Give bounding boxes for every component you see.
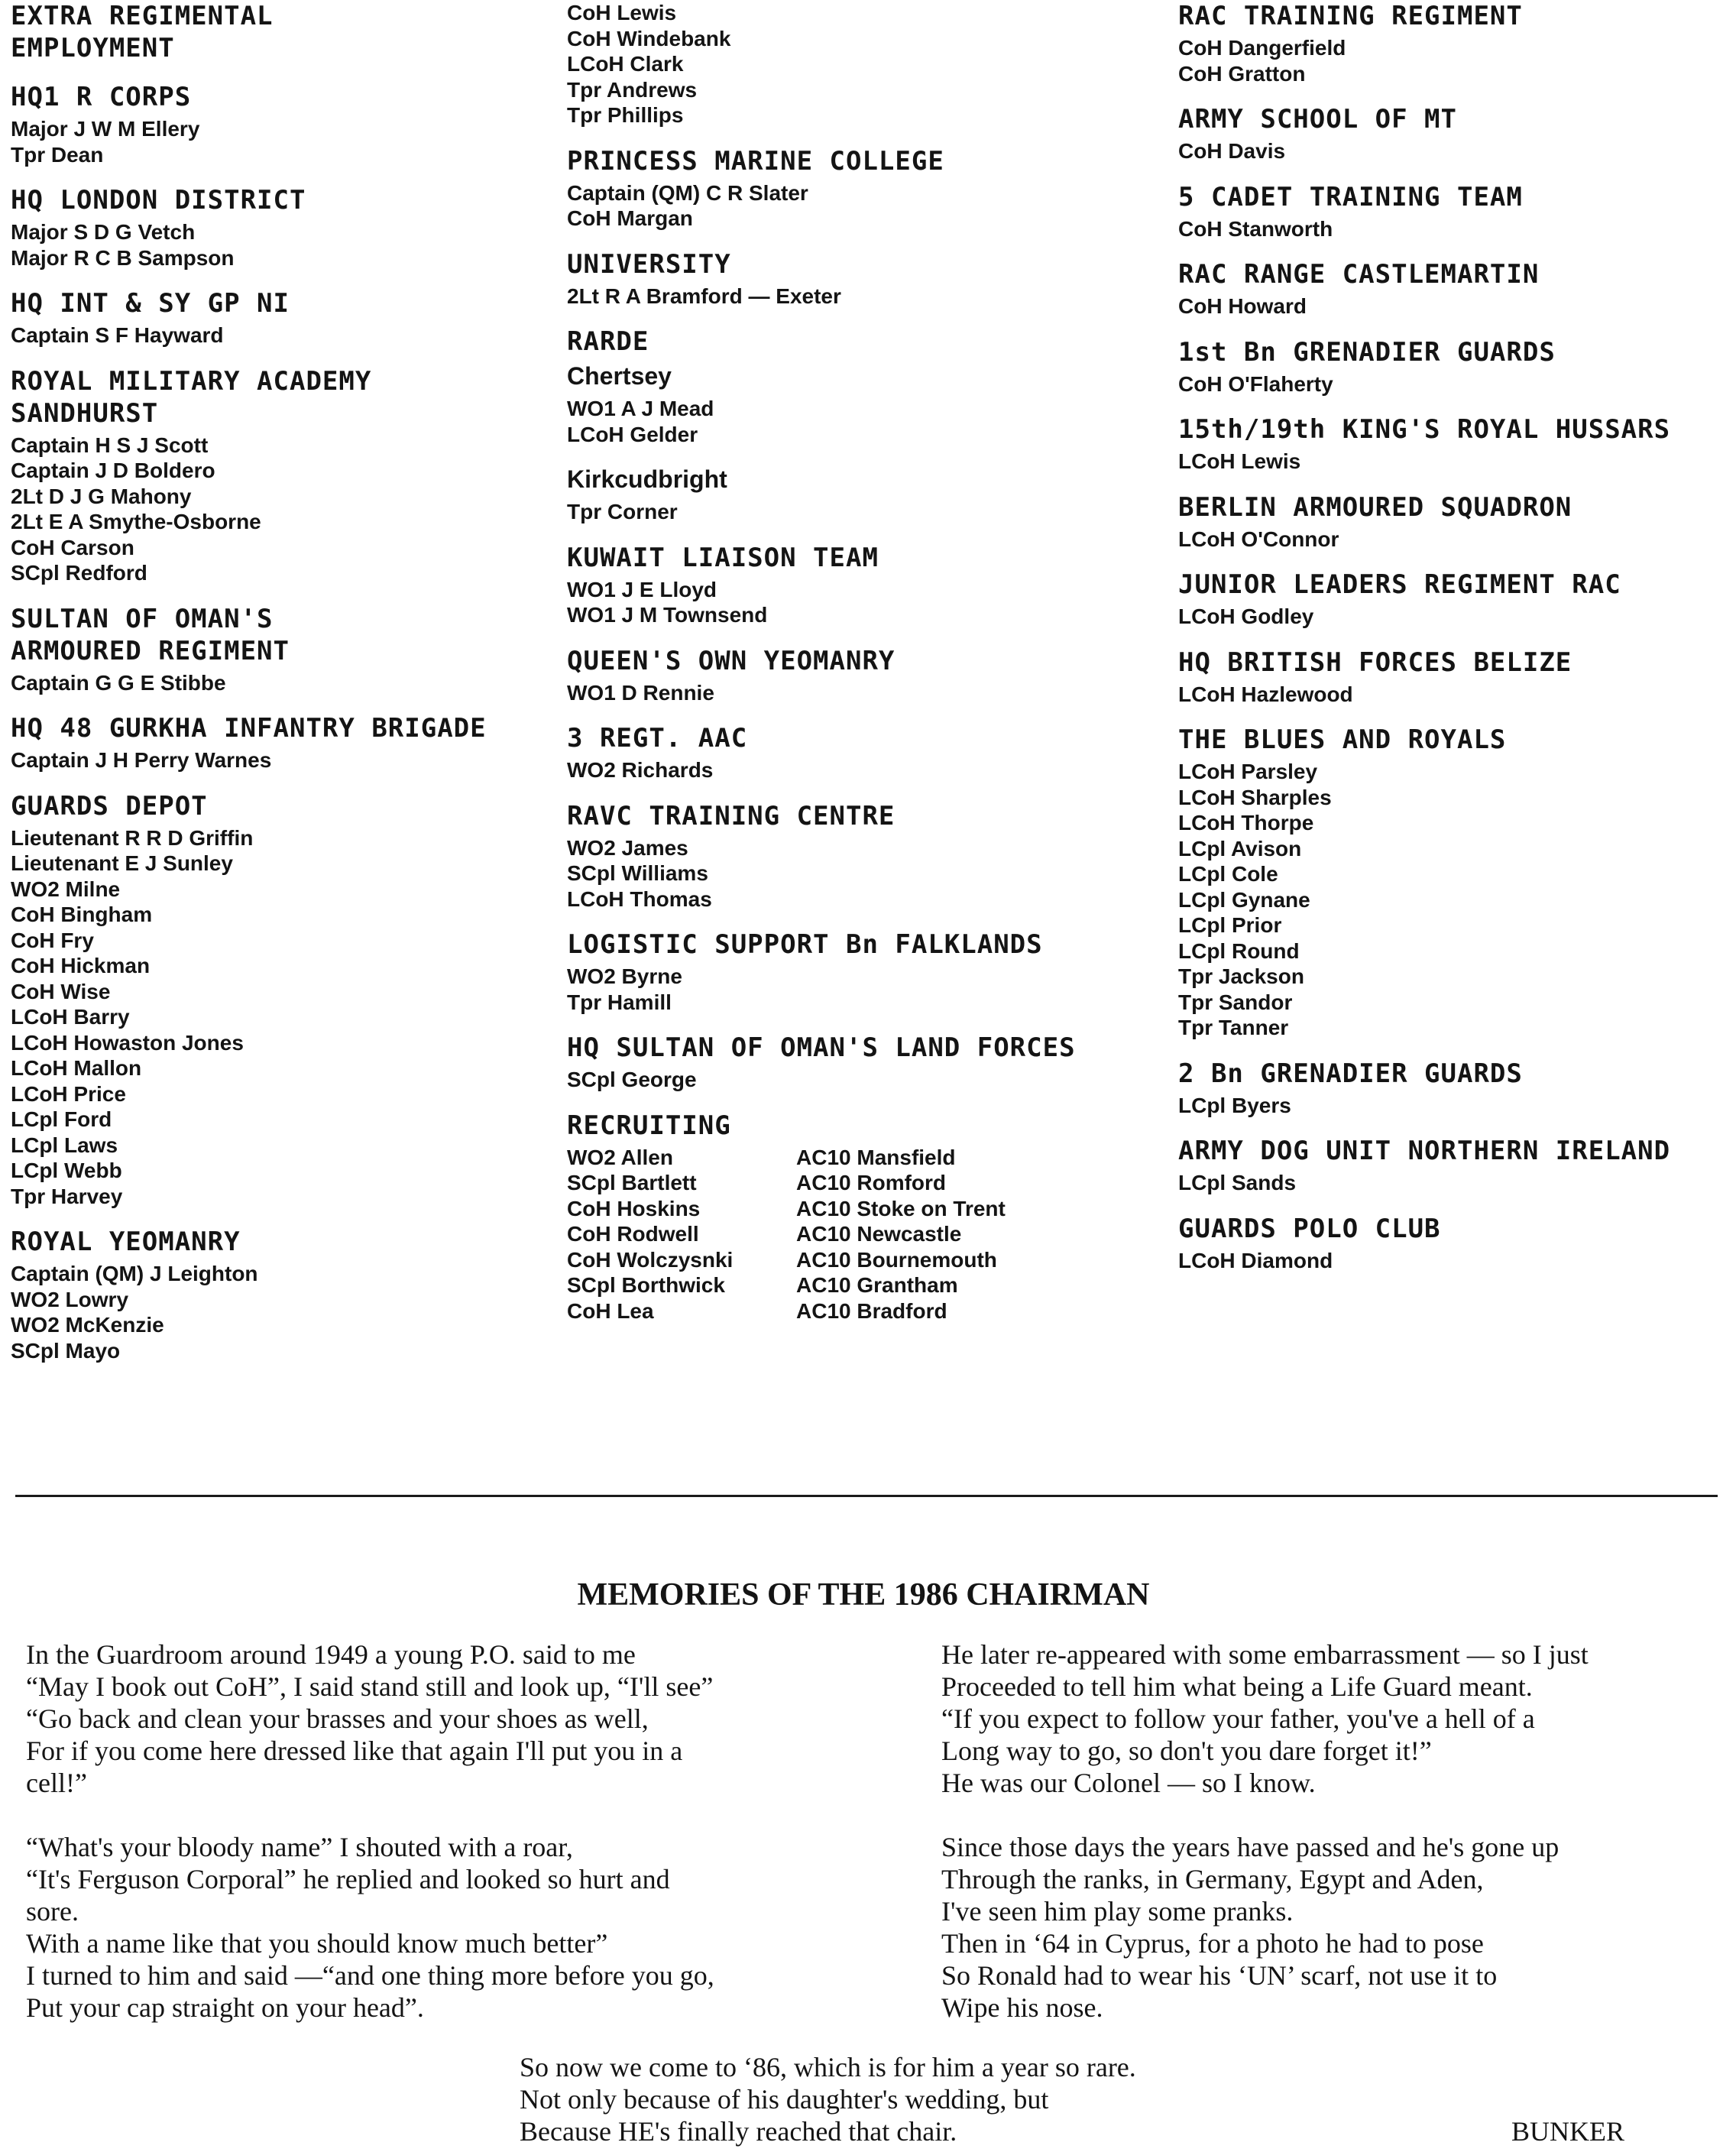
personnel-name: CoH Rodwell [567, 1222, 699, 1246]
personnel-list [567, 757, 1171, 783]
unit-section [11, 81, 546, 167]
unit-section [11, 0, 546, 64]
unit-heading: JUNIOR LEADERS REGIMENT RAC [1178, 569, 1621, 600]
personnel-name: CoH Hickman [11, 954, 151, 977]
personnel-name: WO2 Milne [11, 877, 121, 901]
personnel-list [567, 835, 1171, 912]
personnel-name: WO2 James [567, 835, 688, 860]
unit-section [567, 0, 1171, 128]
personnel-name: LCpl Ford [11, 1107, 112, 1131]
unit-heading: HQ SULTAN OF OMAN'S LAND FORCES [567, 1032, 1076, 1063]
personnel-name: WO1 D Rennie [567, 680, 714, 705]
unit-section [1178, 103, 1728, 164]
personnel-name: CoH Stanworth [1178, 216, 1333, 241]
unit-heading: 3 REGT. AAC [567, 723, 748, 754]
personnel-name: Major S D G Vetch [11, 220, 196, 244]
personnel-name: Captain (QM) J Leighton [11, 1262, 258, 1285]
unit-section [1178, 569, 1728, 630]
unit-heading: HQ INT & SY GP NI [11, 288, 290, 319]
personnel-name: AC10 Mansfield [796, 1145, 956, 1169]
unit-section [11, 365, 546, 586]
personnel-list [1178, 759, 1728, 1041]
unit-heading: RECRUITING [567, 1110, 731, 1141]
unit-heading: THE BLUES AND ROYALS [1178, 724, 1507, 755]
unit-heading: GUARDS DEPOT [11, 790, 208, 822]
unit-heading: ROYAL MILITARY ACADEMY SANDHURST [11, 365, 372, 429]
personnel-list [567, 680, 1171, 706]
unit-heading: EXTRA REGIMENTAL EMPLOYMENT [11, 1, 274, 63]
personnel-name: CoH Margan [567, 206, 693, 230]
personnel-name: LCoH Mallon [11, 1056, 142, 1080]
unit-heading: RAC RANGE CASTLEMARTIN [1178, 259, 1540, 290]
unit-section [567, 929, 1171, 1015]
personnel-list [567, 284, 1171, 310]
personnel-name: SCpl Mayo [11, 1338, 121, 1363]
personnel-name: Captain H S J Scott [11, 433, 209, 457]
personnel-name: CoH Wolczysnki [567, 1247, 734, 1272]
personnel-name: CoH Gratton [1178, 61, 1306, 86]
unit-heading: 1st Bn GRENADIER GUARDS [1178, 336, 1556, 368]
personnel-list [1178, 1093, 1728, 1119]
personnel-name: CoH Carson [11, 535, 134, 559]
unit-section [567, 800, 1171, 912]
personnel-name: Major J W M Ellery [11, 117, 200, 141]
personnel-name: SCpl Borthwick [567, 1273, 725, 1297]
unit-section [567, 326, 1171, 447]
personnel-name: WO1 A J Mead [567, 397, 714, 420]
personnel-name: LCpl Cole [1178, 862, 1278, 886]
unit-section [567, 542, 1171, 628]
personnel-name: LCpl Byers [1178, 1093, 1291, 1117]
unit-section [11, 712, 546, 773]
personnel-name: Captain (QM) C R Slater [567, 180, 808, 205]
personnel-list [1178, 293, 1728, 319]
poem-stanza: “What's your bloody name” I shouted with a roar, “It's Ferguson Corporal” he replied and looked so hurt and sore. With a name like that you should know much better” I turned to him and said —“and one thing more before you go, Put your cap straight on your head”. [26, 1832, 714, 2023]
personnel-name: LCpl Gynane [1178, 887, 1310, 912]
personnel-name: CoH Davis [1178, 139, 1286, 163]
unit-heading: LOGISTIC SUPPORT Bn FALKLANDS [567, 929, 1043, 960]
personnel-name: LCpl Avison [1178, 836, 1302, 860]
personnel-name: SCpl Williams [567, 861, 708, 885]
personnel-list [1178, 138, 1728, 164]
personnel-name: LCoH Parsley [1178, 760, 1318, 783]
personnel-name: LCoH Sharples [1178, 785, 1332, 809]
poem-stanza: So now we come to ‘86, which is for him a year so rare. Not only because of his daughter's wedding, but Because HE's finally reached that chair. [520, 2052, 1136, 2147]
personnel-list [567, 0, 1171, 128]
personnel-name: SCpl Redford [11, 561, 147, 585]
poem-title: MEMORIES OF THE 1986 CHAIRMAN [577, 1577, 1150, 1612]
personnel-list [11, 670, 546, 696]
personnel-name: Tpr Jackson [1178, 964, 1304, 988]
unit-section-recruiting [567, 1110, 1171, 1324]
unit-section [1178, 0, 1728, 86]
personnel-name: Captain S F Hayward [11, 323, 224, 347]
unit-subheading: Kirkcudbright [567, 465, 727, 493]
personnel-name: AC10 Stoke on Trent [796, 1196, 1006, 1220]
unit-heading: GUARDS POLO CLUB [1178, 1213, 1441, 1244]
personnel-name: CoH Windebank [567, 26, 731, 50]
roster-column-1 [11, 0, 546, 1380]
personnel-list [567, 1067, 1171, 1093]
unit-section [1178, 647, 1728, 708]
unit-section [1178, 336, 1728, 397]
personnel-name: CoH Lewis [567, 1, 677, 24]
unit-section [1178, 258, 1728, 319]
unit-heading: ROYAL YEOMANRY [11, 1227, 241, 1257]
unit-heading: HQ LONDON DISTRICT [11, 185, 306, 216]
personnel-name: AC10 Bradford [796, 1298, 947, 1323]
unit-section [1178, 491, 1728, 553]
personnel-name: CoH Wise [11, 979, 111, 1003]
unit-section [11, 1226, 546, 1363]
personnel-name: Tpr Harvey [11, 1184, 123, 1208]
unit-section [567, 722, 1171, 783]
unit-heading: 15th/19th KING'S ROYAL HUSSARS [1178, 414, 1671, 445]
recruiting-list-right [796, 1145, 1048, 1324]
unit-heading: PRINCESS MARINE COLLEGE [567, 145, 944, 177]
personnel-name: LCoH Hazlewood [1178, 682, 1353, 706]
personnel-name: LCoH O'Connor [1178, 527, 1339, 551]
personnel-name: WO2 Byrne [567, 964, 682, 988]
personnel-name: LCoH Diamond [1178, 1248, 1333, 1272]
personnel-list [11, 116, 546, 167]
unit-heading: 2 Bn GRENADIER GUARDS [1178, 1058, 1523, 1089]
personnel-name: SCpl Bartlett [567, 1171, 697, 1194]
unit-section [11, 184, 546, 271]
unit-section [1178, 1135, 1728, 1196]
personnel-name: LCpl Laws [11, 1133, 118, 1157]
personnel-list [1178, 1248, 1728, 1274]
personnel-name: 2Lt D J G Mahony [11, 484, 192, 508]
unit-heading: QUEEN'S OWN YEOMANRY [567, 645, 896, 676]
personnel-list [567, 577, 1171, 628]
personnel-name: CoH Dangerfield [1178, 36, 1346, 60]
unit-section [567, 1032, 1171, 1093]
personnel-name: Captain J H Perry Warnes [11, 748, 272, 772]
recruiting-list-left [567, 1145, 796, 1324]
unit-section [567, 645, 1171, 706]
poem-stanza: Since those days the years have passed and he's gone up Through the ranks, in Germany, Egypt and Aden, I've seen him play some pranks. Then in ‘64 in Cyprus, for a photo he had to pose So Ronald had to wear his ‘UN’ scarf, not use it to Wipe his nose. [941, 1832, 1559, 2023]
unit-heading: HQ1 R CORPS [11, 82, 192, 112]
personnel-name: WO2 Allen [567, 1145, 673, 1169]
unit-heading: 5 CADET TRAINING TEAM [1178, 181, 1523, 212]
personnel-name: AC10 Newcastle [796, 1222, 962, 1246]
recruiting-grid [567, 1145, 1171, 1324]
unit-section [1178, 724, 1728, 1041]
personnel-name: LCoH Howaston Jones [11, 1030, 244, 1055]
personnel-list [1178, 604, 1728, 630]
personnel-name: LCoH Price [11, 1081, 126, 1106]
personnel-name: SCpl George [567, 1068, 697, 1091]
unit-heading: RAVC TRAINING CENTRE [567, 800, 896, 831]
personnel-name: LCpl Sands [1178, 1171, 1297, 1194]
unit-heading: BERLIN ARMOURED SQUADRON [1178, 491, 1572, 523]
unit-heading: SULTAN OF OMAN'S ARMOURED REGIMENT [11, 603, 290, 666]
unit-section [1178, 1058, 1728, 1119]
personnel-name: Tpr Hamill [567, 990, 672, 1014]
personnel-name: LCpl Round [1178, 938, 1300, 963]
unit-heading: UNIVERSITY [567, 248, 731, 280]
personnel-name: WO2 Lowry [11, 1287, 129, 1311]
personnel-name: CoH Fry [11, 928, 94, 952]
personnel-name: LCoH Lewis [1178, 449, 1301, 473]
personnel-name: LCoH Clark [567, 52, 684, 76]
unit-section [567, 248, 1171, 310]
personnel-name: Tpr Tanner [1178, 1016, 1289, 1039]
personnel-name: CoH Hoskins [567, 1196, 701, 1220]
unit-heading: HQ BRITISH FORCES BELIZE [1178, 647, 1572, 678]
unit-heading: RAC TRAINING REGIMENT [1178, 1, 1523, 31]
personnel-name: CoH Lea [567, 1298, 654, 1323]
personnel-name: WO2 McKenzie [11, 1313, 164, 1337]
personnel-name: AC10 Bournemouth [796, 1247, 997, 1272]
personnel-name: CoH Howard [1178, 294, 1307, 318]
unit-section [1178, 181, 1728, 242]
unit-section [1178, 1213, 1728, 1274]
personnel-name: LCpl Prior [1178, 913, 1282, 937]
personnel-name: 2Lt R A Bramford — Exeter [567, 284, 841, 308]
roster-column-3 [1178, 0, 1728, 1290]
personnel-name: LCoH Gelder [567, 422, 698, 446]
unit-section [11, 790, 546, 1210]
personnel-list [1178, 216, 1728, 242]
personnel-name: Tpr Sandor [1178, 990, 1293, 1014]
personnel-name: LCoH Godley [1178, 604, 1314, 628]
poem-stanza: In the Guardroom around 1949 a young P.O. said to me “May I book out CoH”, I said stand still and look up, “I'll see” “Go back and clean your brasses and your shoes as well, For if you come here dressed like that again I'll put you in a cell!” [26, 1639, 714, 1798]
personnel-list [1178, 1170, 1728, 1196]
personnel-name: Captain J D Boldero [11, 459, 215, 482]
poem-signature: BUNKER [1511, 2116, 1625, 2147]
personnel-list [567, 180, 1171, 232]
personnel-name: CoH O'Flaherty [1178, 371, 1333, 396]
personnel-name: WO1 J E Lloyd [567, 577, 717, 601]
unit-heading: ARMY SCHOOL OF MT [1178, 104, 1457, 134]
personnel-name: AC10 Grantham [796, 1273, 958, 1297]
personnel-name: Tpr Corner [567, 500, 678, 523]
personnel-name: WO2 Richards [567, 758, 714, 782]
personnel-name: AC10 Romford [796, 1171, 947, 1194]
personnel-list [11, 747, 546, 773]
personnel-name: Tpr Dean [11, 142, 104, 167]
personnel-name: Lieutenant E J Sunley [11, 851, 233, 875]
unit-subheading: Chertsey [567, 362, 672, 390]
personnel-name: LCoH Barry [11, 1005, 130, 1029]
personnel-list [1178, 527, 1728, 553]
personnel-name: Tpr Andrews [567, 77, 698, 102]
personnel-list [567, 499, 1171, 525]
personnel-name: WO1 J M Townsend [567, 603, 768, 627]
unit-heading: ARMY DOG UNIT NORTHERN IRELAND [1178, 1136, 1671, 1166]
unit-section [11, 603, 546, 696]
personnel-list [1178, 35, 1728, 86]
personnel-name: Tpr Phillips [567, 103, 684, 127]
personnel-name: 2Lt E A Smythe-Osborne [11, 510, 261, 533]
personnel-list [1178, 449, 1728, 475]
roster-column-2 [567, 0, 1171, 1339]
section-divider [15, 1495, 1718, 1497]
personnel-name: LCoH Thorpe [1178, 811, 1314, 835]
unit-heading: RARDE [567, 326, 649, 357]
personnel-list [11, 433, 546, 586]
unit-heading: KUWAIT LIAISON TEAM [567, 542, 879, 573]
personnel-name: Lieutenant R R D Griffin [11, 825, 254, 850]
personnel-list [11, 322, 546, 348]
poem-stanza: He later re-appeared with some embarrassment — so I just Proceeded to tell him what being a Life Guard meant. “If you expect to follow your father, you've a hell of a Long way to go, so don't you dare forget it!” He was our Colonel — so I know. [941, 1639, 1589, 1798]
personnel-name: Major R C B Sampson [11, 245, 235, 270]
personnel-list [1178, 682, 1728, 708]
unit-section [1178, 413, 1728, 475]
personnel-list [567, 396, 1171, 447]
unit-section [567, 145, 1171, 232]
personnel-list [11, 219, 546, 271]
personnel-list [567, 964, 1171, 1015]
unit-section [567, 464, 1171, 525]
personnel-name: Captain G G E Stibbe [11, 670, 226, 695]
unit-heading: HQ 48 GURKHA INFANTRY BRIGADE [11, 713, 487, 744]
personnel-list [11, 825, 546, 1210]
personnel-name: LCoH Thomas [567, 886, 712, 911]
personnel-name: CoH Bingham [11, 903, 153, 926]
unit-section [11, 287, 546, 348]
personnel-list [1178, 371, 1728, 397]
personnel-list [11, 1261, 546, 1363]
personnel-name: LCpl Webb [11, 1159, 122, 1182]
